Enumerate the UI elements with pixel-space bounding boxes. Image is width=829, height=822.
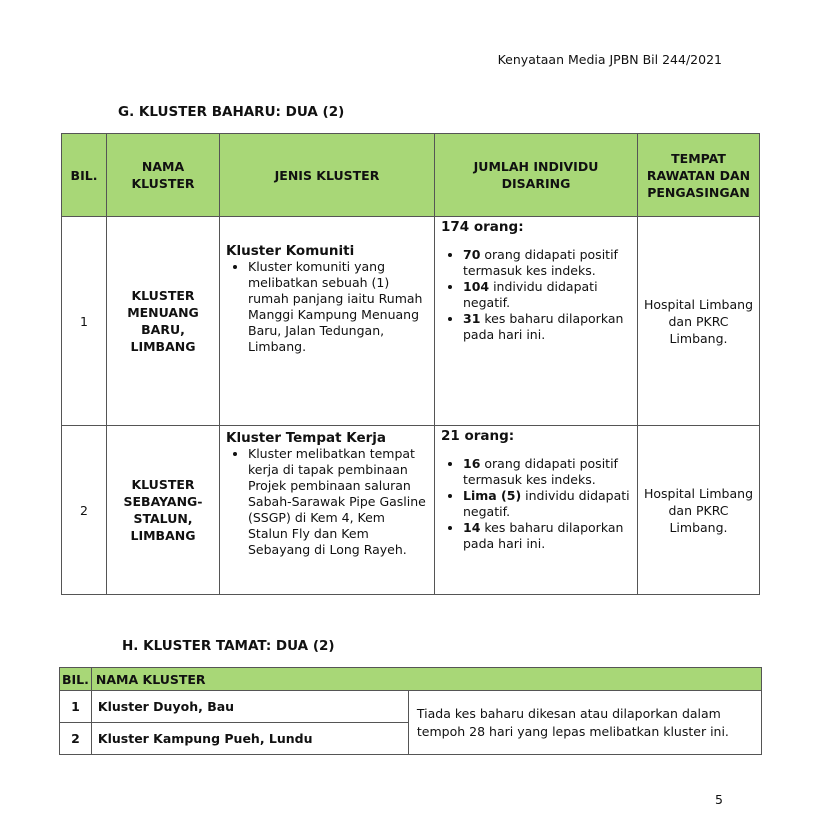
jenis-title: Kluster Komuniti bbox=[226, 243, 355, 259]
ended-clusters-note: Tiada kes baharu dikesan atau dilaporkan dalam tempoh 28 hari yang lepas melibatkan kluster ini. bbox=[408, 691, 761, 755]
table-row bbox=[62, 426, 760, 595]
row-jenis-kluster bbox=[220, 426, 435, 595]
page-number: 5 bbox=[715, 792, 723, 807]
section-h-title: H. KLUSTER TAMAT: DUA (2) bbox=[122, 638, 335, 654]
header-bil: BIL. bbox=[60, 668, 92, 691]
table-row bbox=[62, 217, 760, 426]
row-nama-kluster: Kluster Duyoh, Bau bbox=[91, 691, 408, 723]
row-bil: 2 bbox=[60, 723, 92, 755]
table-header-row bbox=[62, 134, 760, 217]
row-bil: 2 bbox=[62, 426, 107, 595]
jenis-description: • Kluster melibatkan tempat kerja di tapak pembinaan Projek pembinaan saluran Sabah-Sarawak Pipe Gasline (SSGP) di Kem 4, Kem Stalun Fly dan Kem Sebayang di Long Rayeh. bbox=[248, 446, 428, 558]
jenis-title: Kluster Tempat Kerja bbox=[226, 430, 387, 446]
jumlah-head: 174 orang: bbox=[441, 219, 524, 235]
section-g-title: G. KLUSTER BAHARU: DUA (2) bbox=[118, 104, 345, 120]
new-clusters-table bbox=[61, 133, 760, 595]
list-item: • 70 orang didapati positif termasuk kes indeks. bbox=[463, 247, 631, 279]
jenis-description: • Kluster komuniti yang melibatkan sebuah (1) rumah panjang iaitu Rumah Manggi Kampung Menuang Baru, Jalan Tedungan, Limbang. bbox=[248, 259, 428, 355]
row-nama-kluster: Kluster Kampung Pueh, Lundu bbox=[91, 723, 408, 755]
list-item: • 104 individu didapati negatif. bbox=[463, 279, 631, 311]
row-jumlah-individu bbox=[435, 217, 638, 426]
table-row bbox=[60, 691, 762, 723]
header-jumlah-individu: JUMLAH INDIVIDU DISARING bbox=[435, 134, 638, 217]
jumlah-head: 21 orang: bbox=[441, 428, 515, 444]
document-reference: Kenyataan Media JPBN Bil 244/2021 bbox=[497, 52, 722, 67]
list-item: • 31 kes baharu dilaporkan pada hari ini. bbox=[463, 311, 631, 343]
row-bil: 1 bbox=[60, 691, 92, 723]
header-nama-kluster: NAMA KLUSTER bbox=[91, 668, 761, 691]
header-jenis-kluster: JENIS KLUSTER bbox=[220, 134, 435, 217]
list-item: • 14 kes baharu dilaporkan pada hari ini. bbox=[463, 520, 631, 552]
row-tempat-rawatan: Hospital Limbang dan PKRC Limbang. bbox=[638, 426, 760, 595]
row-jenis-kluster bbox=[220, 217, 435, 426]
table-header-row bbox=[60, 668, 762, 691]
row-nama-kluster: KLUSTER SEBAYANG-STALUN, LIMBANG bbox=[107, 426, 220, 595]
header-nama-kluster: NAMA KLUSTER bbox=[107, 134, 220, 217]
row-bil: 1 bbox=[62, 217, 107, 426]
header-tempat-rawatan: TEMPAT RAWATAN DAN PENGASINGAN bbox=[638, 134, 760, 217]
row-tempat-rawatan: Hospital Limbang dan PKRC Limbang. bbox=[638, 217, 760, 426]
ended-clusters-table bbox=[59, 667, 762, 755]
list-item: • 16 orang didapati positif termasuk kes indeks. bbox=[463, 456, 631, 488]
row-jumlah-individu bbox=[435, 426, 638, 595]
header-bil: BIL. bbox=[62, 134, 107, 217]
list-item: • Lima (5) individu didapati negatif. bbox=[463, 488, 631, 520]
row-nama-kluster: KLUSTER MENUANG BARU, LIMBANG bbox=[107, 217, 220, 426]
